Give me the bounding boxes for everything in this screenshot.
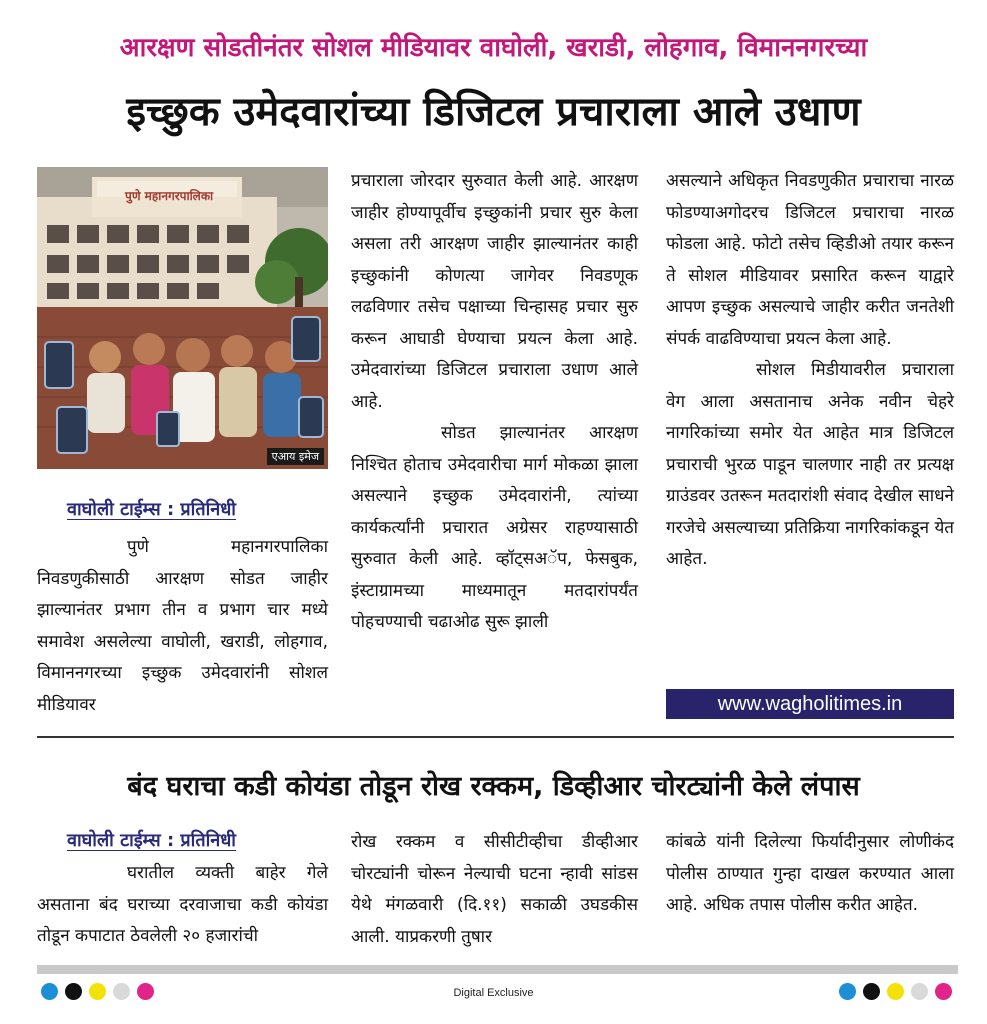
ai-illustration (37, 167, 328, 469)
image-caption: एआय इमेज (267, 448, 324, 465)
registration-dot (863, 983, 880, 1000)
section-divider (37, 736, 954, 738)
paragraph: पुणे महानगरपालिका निवडणुकीसाठी आरक्षण सोडत जाहीर झाल्यानंतर प्रभाग तीन व प्रभाग चार मध्ये समावेश असलेल्या वाघोली, खराडी, लोहगाव, विमाननगरच्या इच्छुक उमेदवारांनी सोशल मीडियावर (37, 537, 328, 715)
paragraph: सोडत झाल्यानंतर आरक्षण निश्चित होताच उमेदवारीचा मार्ग मोकळा झाला असल्याने इच्छुक उमेदवारांनी, त्यांच्या कार्यकर्त्यांनी प्रचारात अग्रेसर राहण्यासाठी सुरुवात केली आहे. व्हॉट्सअॅप, फेसबुक, इंस्टाग्रामच्या माध्यमातून मतदारांपर्यंत पोहचण्याची चढाओढ सुरू झाली (351, 423, 638, 632)
paragraph: प्रचाराला जोरदार सुरुवात केली आहे. आरक्षण जाहीर होण्यापूर्वीच इच्छुकांनी प्रचार सुरु केला असला तरी आरक्षण जाहीर झाल्यानंतर काही इच्छुकांनी कोणत्या जागेवर निवडणूक लढविणार तसेच पक्षाच्या चिन्हासह प्रचार सुरु करून आघाडी घेण्याचा प्रयत्न केला आहे. उमेदवारांच्या डिजिटल प्रचाराला उधाण आले आहे. (351, 171, 638, 412)
article1-column-3 (666, 166, 954, 576)
registration-dot (887, 983, 904, 1000)
registration-dot (137, 983, 154, 1000)
website-link[interactable]: www.wagholitimes.in (666, 689, 954, 719)
article2-headline: बंद घराचा कडी कोयंडा तोडून रोख रक्कम, डिव्हीआर चोरट्यांनी केले लंपास (127, 771, 860, 802)
registration-dot (65, 983, 82, 1000)
article-kicker: आरक्षण सोडतीनंतर सोशल मीडियावर वाघोली, खराडी, लोहगाव, विमाननगरच्या (119, 33, 868, 63)
footer-label: Digital Exclusive (453, 987, 534, 999)
article2-byline: वाघोली टाईम्स : प्रतिनिधी (67, 830, 236, 851)
article-image (37, 167, 328, 469)
registration-dot (113, 983, 130, 1000)
paragraph: असल्याने अधिकृत निवडणुकीत प्रचाराचा नारळ फोडण्याअगोदरच डिजिटल प्रचाराचा नारळ फोडला आहे. फोटो तसेच व्हिडीओ तयार करून ते सोशल मीडियावर प्रसारित करून याद्वारे आपण इच्छुक असल्याचे जाहीर करीत जनतेशी संपर्क वाढविण्याचा प्रयत्न केला आहे. (666, 171, 954, 349)
paragraph: कांबळे यांनी दिलेल्या फिर्यादीनुसार लोणीकंद पोलीस ठाण्यात गुन्हा दाखल करण्यात आला आहे. अधिक तपास पोलीस करीत आहेत. (666, 832, 954, 915)
paragraph: रोख रक्कम व सीसीटीव्हीचा डीव्हीआर चोरट्यांनी चोरून नेल्याची घटना न्हावी सांडस येथे मंगळवारी (दि.११) सकाळी उघडकीस आली. याप्रकरणी तुषार (351, 832, 638, 947)
article-headline: इच्छुक उमेदवारांच्या डिजिटल प्रचाराला आले उधाण (126, 89, 861, 135)
registration-dot (911, 983, 928, 1000)
paragraph: घरातील व्यक्ती बाहेर गेले असताना बंद घराच्या दरवाजाचा कडी कोयंडा तोडून कपाटात ठेवलेली २० हजारांची (37, 863, 328, 946)
registration-dot (935, 983, 952, 1000)
article1-byline: वाघोली टाईम्स : प्रतिनिधी (67, 499, 236, 520)
article1-column-1 (37, 532, 328, 721)
footer-bar (37, 965, 958, 974)
article2-column-2 (351, 827, 638, 953)
registration-dot (839, 983, 856, 1000)
registration-dot (89, 983, 106, 1000)
article1-column-2 (351, 166, 638, 639)
registration-dot (41, 983, 58, 1000)
building-sign: पुणे महानगरपालिका (125, 189, 214, 203)
article2-column-1 (37, 858, 328, 953)
paragraph: सोशल मिडीयावरील प्रचाराला वेग आला असतानाच अनेक नवीन चेहरे नागरिकांच्या समोर येत आहेत मात्र डिजिटल प्रचाराची भुरळ पाडून चालणार नाही तर प्रत्यक्ष ग्राउंडवर उतरून मतदारांशी संवाद देखील साधने गरजेचे असल्याच्या प्रतिक्रिया नागरिकांकडून येत आहेत. (666, 360, 954, 569)
article2-column-3 (666, 827, 954, 922)
